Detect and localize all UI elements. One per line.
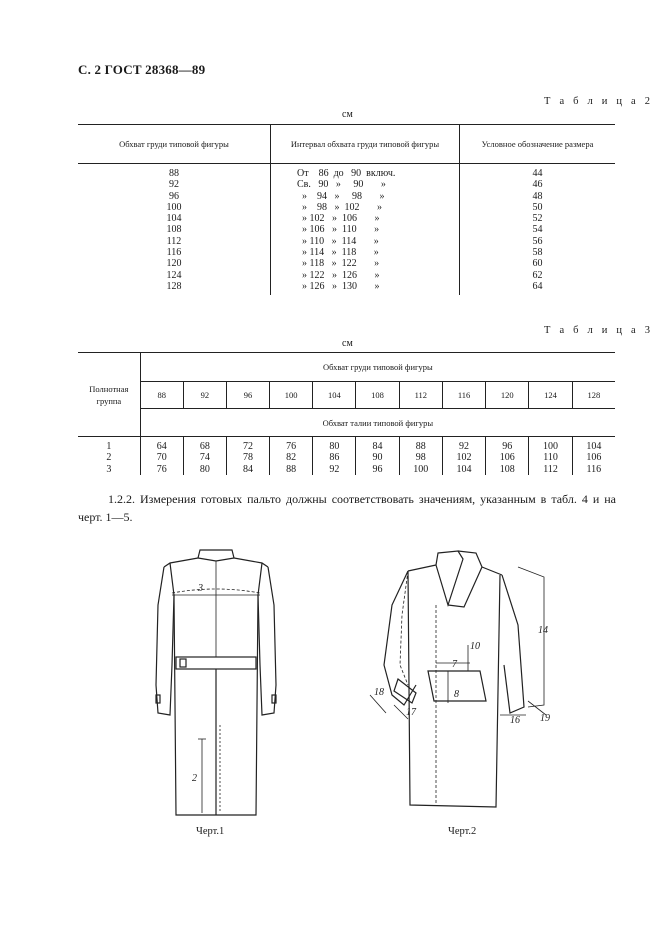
t3-waist-column	[356, 437, 399, 475]
label-10: 10	[470, 641, 480, 652]
label-3: 3	[198, 583, 203, 594]
t2-interval-cell: Св. 90 » 90 »	[297, 179, 386, 191]
t3-waist-column	[572, 437, 615, 475]
t3-waist-column	[529, 437, 572, 475]
t3-waist-cell: 96	[502, 441, 513, 452]
t2-size-cell: 60	[532, 258, 543, 270]
t2-chest-column	[78, 164, 271, 296]
t2-interval-cell: » 126 » 130 »	[297, 280, 380, 292]
t3-waist-cell: 78	[242, 452, 253, 464]
t2-interval-cell: » 102 » 106 »	[297, 213, 380, 225]
t3-waist-cell: 110	[543, 452, 558, 464]
t3-waist-cell: 96	[372, 463, 383, 475]
t2-size-column	[460, 164, 616, 296]
t3-waist-column	[140, 437, 183, 475]
t3-waist-cell: 92	[329, 463, 340, 475]
t3-group-cell: 3	[106, 463, 112, 475]
t3-waist-cell: 116	[586, 463, 602, 475]
t3-waist-cell: 100	[413, 463, 429, 475]
label-19: 19	[540, 713, 550, 724]
t2-size-cell: 50	[532, 201, 543, 213]
t3-waist-cell: 106	[586, 452, 602, 464]
t3-chest-cell: 92	[183, 382, 226, 409]
table2-caption: Т а б л и ц а 2	[544, 96, 654, 107]
t2-header-interval: Интервал обхвата груди типовой фигуры	[271, 125, 460, 164]
t2-interval-cell: » 118 » 122 »	[297, 258, 380, 270]
t2-chest-cell: 116	[166, 247, 182, 259]
t2-interval-column	[271, 164, 460, 296]
t3-waist-cell: 100	[543, 441, 559, 452]
t3-waist-cell: 70	[156, 452, 167, 464]
t3-waist-cell: 80	[329, 441, 340, 452]
t3-waist-column	[486, 437, 529, 475]
label-2: 2	[192, 773, 197, 784]
t2-size-cell: 64	[532, 280, 543, 292]
t3-chest-cell: 108	[356, 382, 399, 409]
t2-interval-cell: » 106 » 110 »	[297, 224, 380, 236]
t3-waist-cell: 64	[156, 441, 167, 452]
t2-chest-cell: 104	[166, 213, 182, 225]
t3-waist-cell: 86	[329, 452, 340, 464]
drawing1-caption: Черт.1	[196, 826, 225, 837]
t3-waist-column	[270, 437, 313, 475]
label-8: 8	[454, 689, 459, 700]
t3-waist-column	[442, 437, 485, 475]
t2-interval-cell: » 98 » 102 »	[297, 201, 382, 213]
label-18: 18	[374, 687, 384, 698]
t3-waist-cell: 104	[456, 463, 472, 475]
t3-chest-cell: 88	[140, 382, 183, 409]
t2-chest-cell: 96	[169, 190, 179, 202]
t3-waist-cell: 102	[456, 452, 472, 464]
t2-size-cell: 44	[532, 168, 543, 179]
t3-waist-column	[313, 437, 356, 475]
t3-waist-cell: 76	[286, 441, 297, 452]
label-17: 17	[406, 707, 416, 718]
t2-chest-cell: 124	[166, 269, 182, 281]
t3-waist-cell: 98	[415, 452, 426, 464]
t2-interval-cell: » 114 » 118 »	[297, 247, 379, 259]
t3-waist-cell: 108	[499, 463, 515, 475]
table-2	[78, 124, 615, 295]
label-16: 16	[510, 715, 520, 726]
t3-waist-cell: 104	[586, 441, 602, 452]
label-7: 7	[452, 659, 457, 670]
t3-waist-column	[226, 437, 269, 475]
t3-chest-cell: 104	[313, 382, 356, 409]
t2-size-cell: 52	[532, 213, 543, 225]
t2-chest-cell: 112	[166, 235, 182, 247]
table-3	[78, 352, 615, 475]
t3-waist-cell: 112	[543, 463, 558, 475]
t3-waist-column	[399, 437, 442, 475]
t2-chest-cell: 128	[166, 280, 182, 292]
t2-size-cell: 62	[532, 269, 543, 281]
t3-group-cell: 2	[106, 452, 112, 464]
t2-size-cell: 54	[532, 224, 543, 236]
t3-chest-header: Обхват груди типовой фигуры	[140, 353, 615, 382]
t3-chest-cell: 128	[572, 382, 615, 409]
t3-group-column	[78, 437, 140, 475]
t3-chest-cell: 124	[529, 382, 572, 409]
t3-waist-column	[183, 437, 226, 475]
t3-waist-header: Обхват талии типовой фигуры	[140, 409, 615, 437]
t2-size-cell: 48	[532, 190, 543, 202]
t3-waist-cell: 88	[286, 463, 297, 475]
t2-chest-cell: 108	[166, 224, 182, 236]
t3-waist-cell: 76	[156, 463, 167, 475]
t2-size-cell: 46	[532, 179, 543, 191]
t3-waist-cell: 84	[242, 463, 253, 475]
page-header: С. 2 ГОСТ 28368—89	[78, 62, 206, 77]
t2-chest-cell: 92	[169, 179, 179, 191]
t3-waist-cell: 80	[199, 463, 210, 475]
t3-chest-cell: 100	[270, 382, 313, 409]
table2-unit: см	[342, 109, 353, 120]
t3-waist-cell: 90	[372, 452, 383, 464]
t2-interval-cell: От 86 до 90 включ.	[297, 168, 396, 179]
t3-group-cell: 1	[106, 441, 112, 452]
t2-header-chest: Обхват груди типовой фигуры	[78, 125, 271, 164]
t3-waist-cell: 84	[372, 441, 383, 452]
t3-chest-cell: 112	[399, 382, 442, 409]
t3-waist-cell: 82	[286, 452, 297, 464]
t2-interval-cell: » 110 » 114 »	[297, 235, 379, 247]
t3-waist-cell: 68	[199, 441, 210, 452]
t3-waist-cell: 74	[199, 452, 210, 464]
t2-interval-cell: » 94 » 98 »	[297, 190, 385, 202]
drawing-coat-back	[150, 545, 282, 820]
t3-waist-cell: 72	[242, 441, 253, 452]
t2-header-size: Условное обозначение размера	[460, 125, 616, 164]
t3-chest-cell: 116	[442, 382, 485, 409]
t2-size-cell: 58	[532, 247, 543, 259]
t3-waist-cell: 88	[415, 441, 426, 452]
table3-caption: Т а б л и ц а 3	[544, 325, 654, 336]
table3-unit: см	[342, 338, 353, 349]
label-14: 14	[538, 625, 548, 636]
drawing2-caption: Черт.2	[448, 826, 477, 837]
t2-size-cell: 56	[532, 235, 543, 247]
t3-waist-cell: 92	[459, 441, 470, 452]
paragraph-1-2-2: 1.2.2. Измерения готовых пальто должны соответствовать значениям, указанным в табл. 4 и на черт. 1—5.	[78, 492, 616, 524]
t3-group-header: Полнотная группа	[78, 353, 140, 437]
t3-waist-cell: 106	[499, 452, 515, 464]
drawing-coat-front	[368, 545, 568, 820]
t3-chest-cell: 120	[486, 382, 529, 409]
t2-chest-cell: 120	[166, 258, 182, 270]
t2-chest-cell: 88	[169, 168, 179, 179]
t3-chest-cell: 96	[226, 382, 269, 409]
t2-chest-cell: 100	[166, 201, 182, 213]
t2-interval-cell: » 122 » 126 »	[297, 269, 380, 281]
